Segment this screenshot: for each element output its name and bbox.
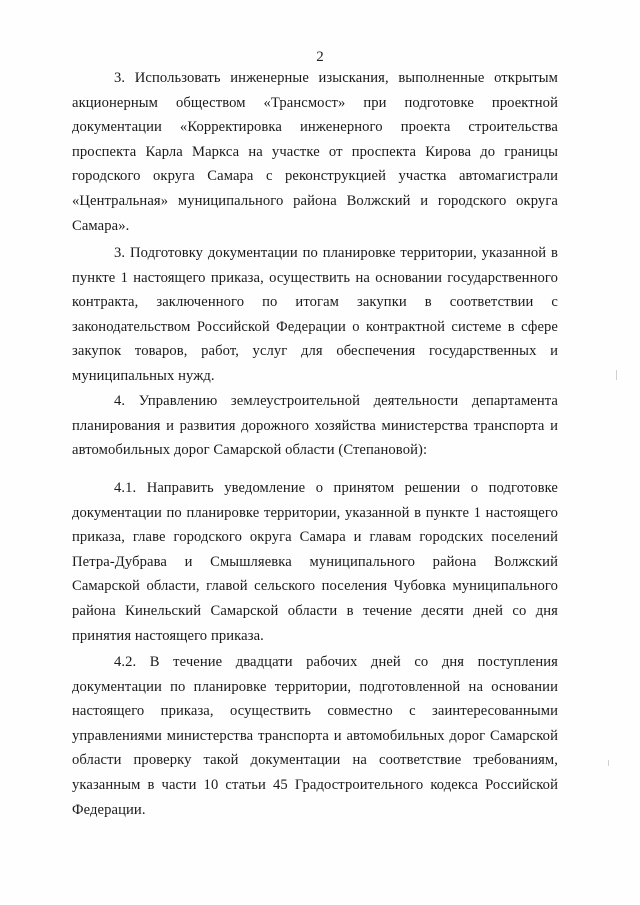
paragraph-line: и автомобильных дорог Самарской области (Степановой): [72,417,558,459]
scan-artifact [616,370,617,380]
paragraph-4-land-management [72,389,558,463]
paragraph-line: документации по планировке территории, подготовленной на основании [72,678,558,695]
page-number: 2 [316,49,324,65]
paragraph-line: акционерным обществом «Трансмост» при подготовке проектной [72,94,558,111]
paragraph-line: 3. Подготовку документации по планировке территории, указанной [114,245,547,261]
paragraph-line: контракта, заключенного по итогам закупки в соответствии [72,294,534,311]
paragraph-line: области, главой сельского поселения Чубовка муниципального района [72,578,558,619]
paragraph-line: управлениями министерства транспорта и автомобильных дорог Самарской [72,727,558,744]
paragraph-line: Самара». [72,217,130,234]
paragraph-line: 3. Использовать инженерные изыскания, выполненные открытым [114,70,558,86]
paragraph-line: указанным в части 10 статьи 45 Градостроительного кодекса Российской [72,776,558,793]
paragraph-line: проспекта Карла Маркса на участке от проспекта Кирова до границы [72,143,558,160]
paragraph-line: 4.1. Направить уведомление о принятом решении о подготовке [114,480,558,496]
paragraph-line: городского округа Самара с реконструкцией участка автомагистрали [72,168,558,185]
paragraph-line: закупок товаров, работ, услуг для обеспечения государственных [72,343,537,360]
paragraph-line: в пункте 1 настоящего приказа, осуществить на основании государственного [72,245,558,286]
paragraph-line: области проверку такой документации на соответствие требованиям, [72,752,558,769]
paragraph-4-1-notification [72,476,558,648]
paragraph-line: и муниципальных нужд. [72,343,558,384]
paragraph-line: настоящего приказа, осуществить совместно с заинтересованными [72,703,558,720]
paragraph-line: приказа, главе городского округа Самара и главам городских поселений [72,529,558,546]
paragraph-line: Кинельский Самарской области в течение десяти дней со дня принятия [72,602,558,644]
paragraph-line: планирования и развития дорожного хозяйства министерства транспорта [72,417,545,434]
paragraph-line: 4.2. В течение двадцати рабочих дней со дня поступления [114,654,558,670]
paragraph-4-2-verification [72,650,558,822]
paragraph-line: Петра-Дубрава и Смышляевка муниципального района Волжский Самарской [72,553,558,595]
paragraph-line: с законодательством Российской Федерации о контрактной системе в сфере [72,294,558,335]
paragraph-line: настоящего приказа. [134,627,264,644]
paragraph-line: Федерации. [72,801,146,818]
paragraph-3-engineering-surveys [72,66,558,238]
paragraph-line: «Центральная» муниципального района Волжский и городского округа [72,192,558,209]
scan-artifact [608,760,609,766]
paragraph-line: документации по планировке территории, указанной в пункте 1 настоящего [72,504,558,521]
paragraph-3-documentation-preparation [72,241,558,389]
paragraph-line: 4. Управлению землеустроительной деятельности департамента [114,393,558,409]
paragraph-line: документации «Корректировка инженерного проекта строительства [72,119,558,136]
